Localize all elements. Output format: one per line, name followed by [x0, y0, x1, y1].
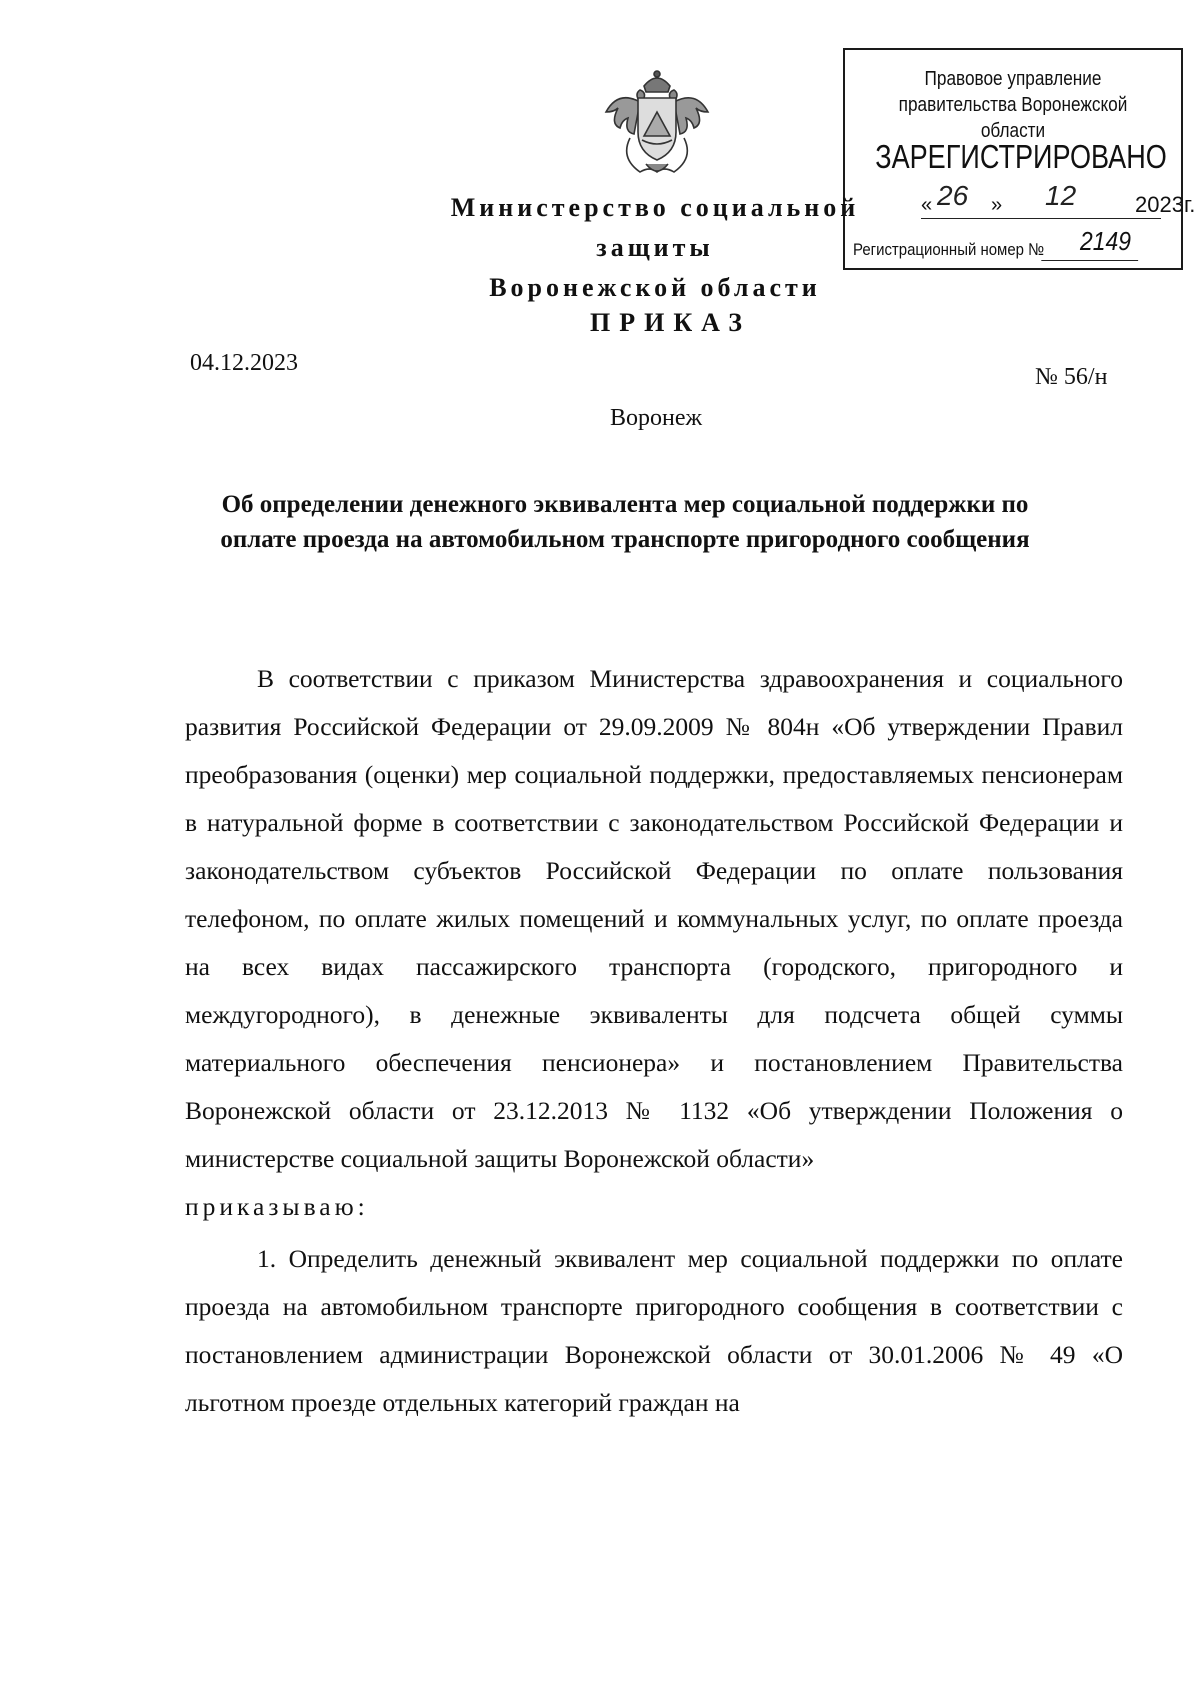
stamp-reg-label: Регистрационный номер №	[853, 240, 1045, 259]
stamp-status: ЗАРЕГИСТРИРОВАНО	[875, 138, 1167, 175]
document-type: ПРИКАЗ	[590, 308, 752, 337]
stamp-year: 2023г.	[1135, 192, 1196, 217]
stamp-day: 26	[937, 180, 969, 211]
stamp-reg-underline	[1041, 260, 1138, 261]
stamp-month: 12	[1045, 180, 1077, 211]
ministry-region: Воронежской области	[489, 273, 821, 302]
ministry-header	[395, 188, 915, 308]
document-number: № 56/н	[1035, 364, 1108, 390]
order-item-1: 1. Определить денежный эквивалент мер социальной поддержки по оплате проезда на автомобильном транспорте пригородного сообщения в соответствии с постановлением администрации Воронежской области от 30.01.2006 № 49 «О льготном проезде отдельных категорий граждан на	[185, 1244, 1123, 1417]
document-city: Воронеж	[610, 405, 703, 431]
stamp-close-quote: »	[991, 194, 1003, 216]
stamp-date	[881, 180, 1196, 222]
ministry-name: Министерство социальной защиты	[450, 193, 860, 262]
document-body	[185, 655, 1123, 1427]
preamble-paragraph: В соответствии с приказом Министерства здравоохранения и социального развития Российской Федерации от 29.09.2009 № 804н «Об утверждении Правил преобразования (оценки) мер социальной поддержки, предоставляемых пенсионерам в натуральной форме в соответствии с законодательством Российской Федерации и законодательством субъектов Российской Федерации по оплате пользования телефоном, по оплате жилых помещений и коммунальных услуг, по оплате проезда на всех видах пассажирского транспорта (городского, пригородного и междугородного), в денежные эквиваленты для подсчета общей суммы материального обеспечения пенсионера» и постановлением Правительства Воронежской области от 23.12.2013 № 1132 «Об утверждении Положения о министерстве социальной защиты Воронежской области»	[185, 664, 1123, 1173]
stamp-date-underline	[921, 218, 1161, 219]
order-word: приказываю:	[185, 1192, 369, 1221]
stamp-department: Правовое управление правительства Воронежской области	[898, 68, 1128, 142]
document-date: 04.12.2023	[190, 350, 298, 376]
stamp-open-quote: «	[921, 194, 933, 216]
coat-of-arms-emblem	[600, 68, 714, 180]
stamp-reg-number: 2149	[1080, 226, 1131, 256]
document-title: Об определении денежного эквивалента мер социальной поддержки по оплате проезда на автомобильном транспорте пригородного сообщения	[220, 491, 1030, 553]
